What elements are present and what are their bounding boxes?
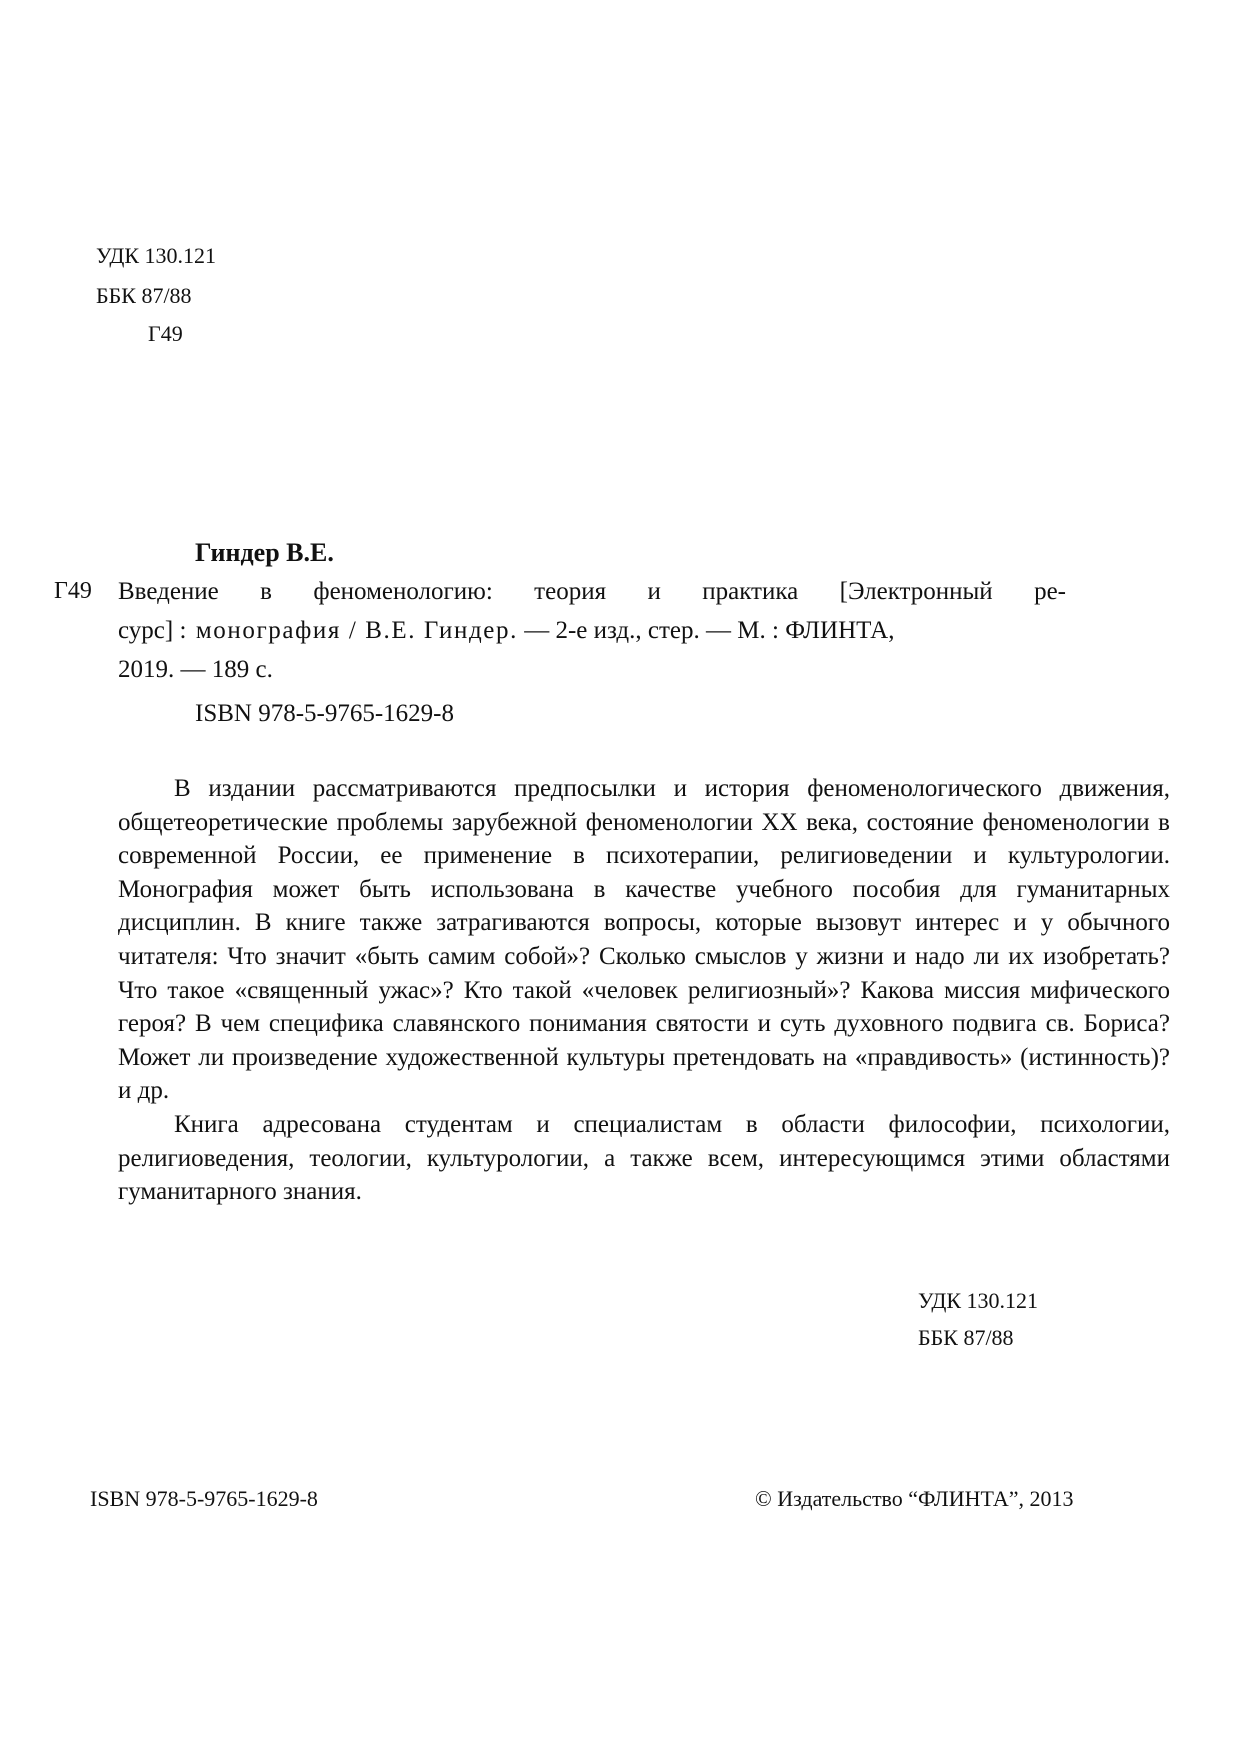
bib-line-2 — [118, 611, 1066, 650]
isbn-record: ISBN 978-5-9765-1629-8 — [195, 700, 455, 727]
annotation-paragraph-2: Книга адресована студентам и специалистам в области философии, психологии, религиоведения, теологии, культурологии, а также всем, интересующимся этими областями гуманитарного знания. — [118, 1110, 1170, 1206]
author-sign-record: Г49 — [54, 578, 92, 604]
bib-line-2-edition: — 2-е изд., стер. — М. : ФЛИНТА, — [524, 617, 895, 644]
annotation — [118, 772, 1170, 1209]
bbk-code-top: ББК 87/88 — [96, 283, 192, 308]
author-name: Гиндер В.Е. — [195, 538, 334, 567]
isbn-footer: ISBN 978-5-9765-1629-8 — [90, 1486, 318, 1511]
annotation-paragraph-1: В издании рассматриваются предпосылки и история феноменологического движения, общетеоретические проблемы зарубежной феноменологии XX века, состояние феноменологии в современной России, ее применение в психотерапии, религиоведении и культурологии. Монография может быть использована в качестве учебного пособия для гуманитарных дисциплин. В книге также затрагиваются вопросы, которые вызовут интерес и у обычного читателя: Что значит «быть самим собой»? Сколько смыслов у жизни и надо ли их изобретать? Что такое «священный ужас»? Кто такой «человек религиозный»? Какова миссия мифического героя? В чем специфика славянского понимания святости и суть духовного подвига св. Бориса? Может ли произведение художественной культуры претендовать на «правдивость» (истинность)? и др. — [118, 775, 1170, 1105]
bbk-code-bottom: ББК 87/88 — [918, 1325, 1014, 1350]
bib-line-3: 2019. — 189 с. — [118, 656, 273, 683]
bib-line-1: Введение в феноменологию: теория и практика [Электронный ре- — [118, 578, 1066, 605]
bib-line-2-resource: сурс] — [118, 617, 174, 644]
udk-code-bottom: УДК 130.121 — [918, 1288, 1039, 1313]
author-sign-top: Г49 — [148, 321, 183, 346]
bibliographic-description — [118, 572, 1066, 689]
udk-code-top: УДК 130.121 — [96, 243, 217, 268]
bib-line-2-title-info: : монография / В.Е. Гиндер. — [179, 617, 518, 644]
copyright-notice: © Издательство “ФЛИНТА”, 2013 — [755, 1486, 1074, 1511]
